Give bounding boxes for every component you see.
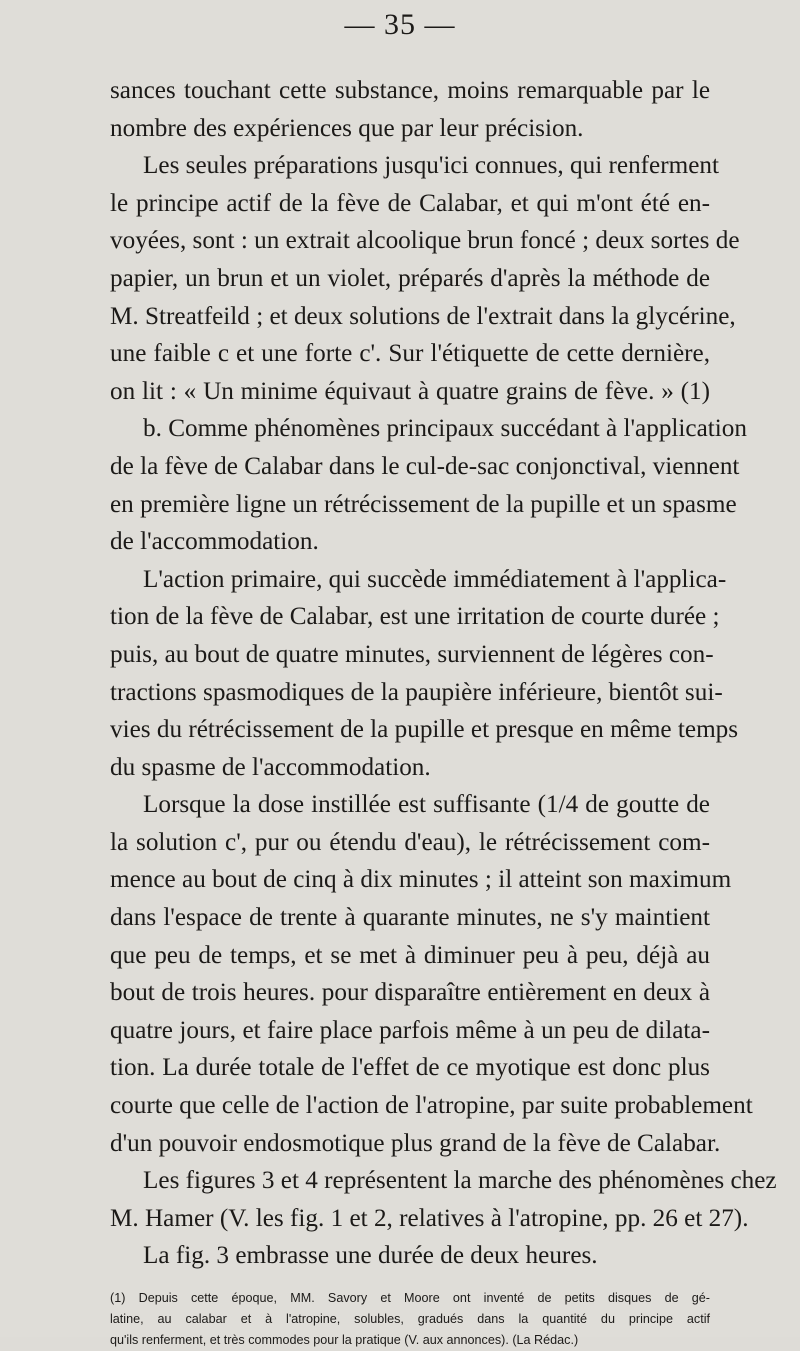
text-line: b. Comme phénomènes principaux succédant à l'application	[143, 415, 747, 443]
text-line: on lit : « Un minime équivaut à quatre grains de fève. » (1)	[110, 377, 710, 405]
text-line: le principe actif de la fève de Calabar, et qui m'ont été en-	[110, 189, 710, 217]
text-line: de la fève de Calabar dans le cul-de-sac conjonctival, viennent	[110, 452, 740, 480]
text-line: d'un pouvoir endosmotique plus grand de la fève de Calabar.	[110, 1129, 721, 1157]
text-line: La fig. 3 embrasse une durée de deux heures.	[143, 1242, 598, 1270]
text-line: tractions spasmodiques de la paupière inférieure, bientôt sui-	[110, 678, 723, 706]
text-line: mence au bout de cinq à dix minutes ; il atteint son maximum	[110, 866, 732, 894]
text-line: voyées, sont : un extrait alcoolique brun foncé ; deux sortes de	[110, 227, 740, 255]
footnote-line: latine, au calabar et à l'atropine, solubles, gradués dans la quantité du principe actif	[110, 1312, 710, 1326]
text-line: de l'accommodation.	[110, 528, 319, 556]
page-number: — 35 —	[344, 8, 456, 41]
text-line: Les seules préparations jusqu'ici connues, qui renferment	[143, 152, 719, 180]
text-line: Lorsque la dose instillée est suffisante (1/4 de goutte de	[143, 791, 710, 819]
footnote	[110, 1288, 710, 1351]
text-line: sances touchant cette substance, moins remarquable par le	[110, 77, 710, 104]
text-line: en première ligne un rétrécissement de la pupille et un spasme	[110, 490, 737, 518]
text-line: nombre des expériences que par leur précision.	[110, 114, 584, 142]
text-line: la solution c', pur ou étendu d'eau), le rétrécissement com-	[110, 828, 710, 856]
text-line: dans l'espace de trente à quarante minutes, ne s'y maintient	[110, 904, 710, 932]
text-line: M. Streatfeild ; et deux solutions de l'extrait dans la glycérine,	[110, 302, 736, 330]
main-text	[110, 72, 777, 1275]
text-line: vies du rétrécissement de la pupille et presque en même temps	[110, 716, 739, 744]
text-line: une faible c et une forte c'. Sur l'étiquette de cette dernière,	[110, 340, 710, 368]
text-line: papier, un brun et un violet, préparés d'après la méthode de	[110, 264, 710, 292]
text-line: quatre jours, et faire place parfois même à un peu de dilata-	[110, 1016, 710, 1044]
footnote-line: (1) Depuis cette époque, MM. Savory et Moore ont inventé de petits disques de gé-	[110, 1291, 710, 1305]
text-line: du spasme de l'accommodation.	[110, 753, 431, 781]
text-line: puis, au bout de quatre minutes, surviennent de légères con-	[110, 640, 714, 668]
text-line: L'action primaire, qui succède immédiatement à l'applica-	[143, 565, 727, 593]
footnote-line: qu'ils renferment, et très commodes pour la pratique (V. aux annonces). (La Rédac.)	[110, 1333, 579, 1347]
text-line: courte que celle de l'action de l'atropine, par suite probablement	[110, 1092, 753, 1120]
text-line: bout de trois heures. pour disparaître entièrement en deux à	[110, 979, 710, 1007]
text-line: que peu de temps, et se met à diminuer peu à peu, déjà au	[110, 941, 710, 969]
text-line: Les figures 3 et 4 représentent la marche des phénomènes chez	[143, 1167, 777, 1195]
text-line: tion de la fève de Calabar, est une irritation de courte durée ;	[110, 603, 720, 631]
text-line: tion. La durée totale de l'effet de ce myotique est donc plus	[110, 1054, 710, 1082]
text-line: M. Hamer (V. les fig. 1 et 2, relatives à l'atropine, pp. 26 et 27).	[110, 1204, 749, 1232]
